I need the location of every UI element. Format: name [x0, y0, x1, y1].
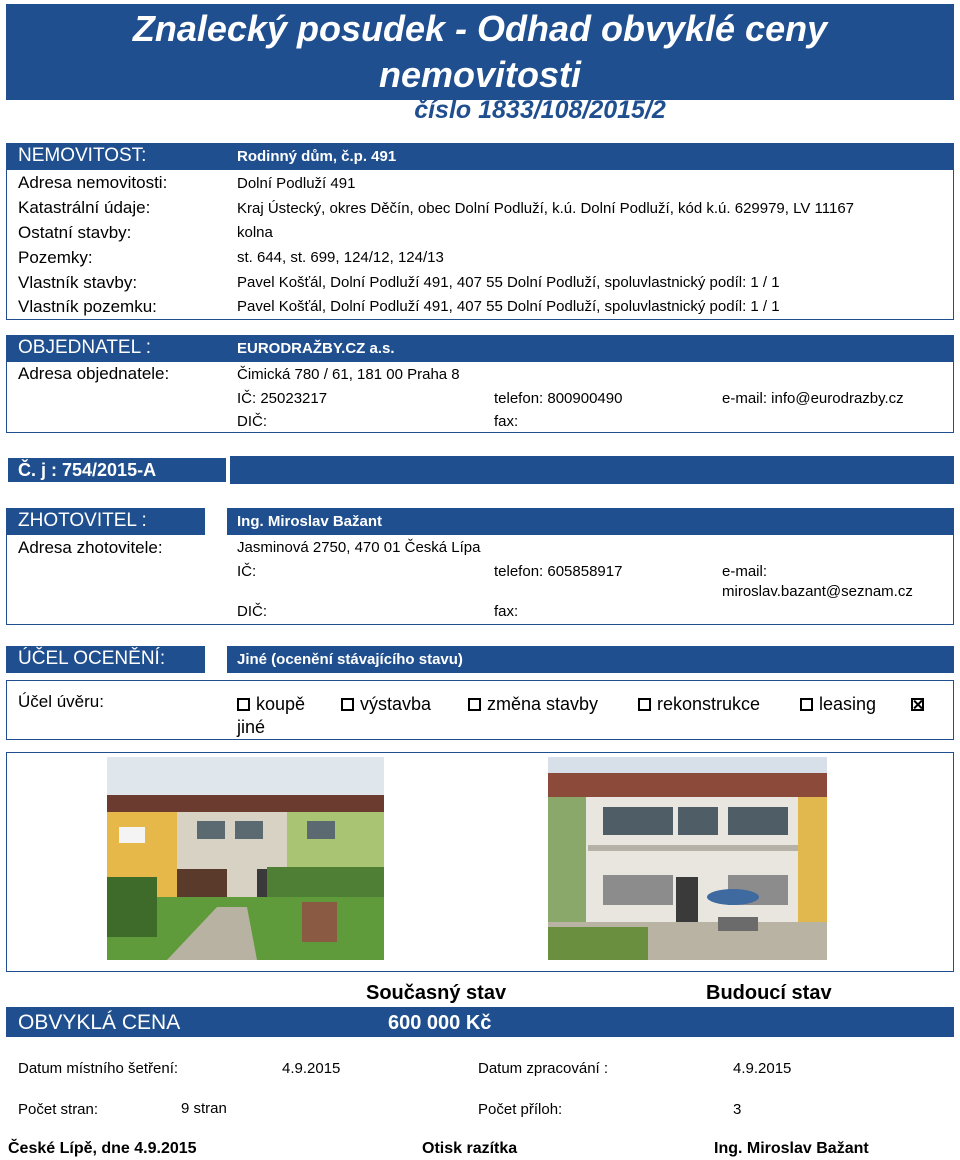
client-email: e-mail: info@eurodrazby.cz: [722, 390, 904, 407]
purpose-header-label: ÚČEL OCENĚNÍ:: [18, 648, 166, 669]
purpose-value: Jiné (ocenění stávajícího stavu): [237, 651, 463, 668]
building-owner-value: Pavel Košťál, Dolní Podluží 491, 407 55 Dolní Podluží, spoluvlastnický podíl: 1 / 1: [237, 274, 780, 291]
page-count-value: 9 stran: [181, 1100, 227, 1117]
land-owner-label: Vlastník pozemku:: [18, 297, 157, 316]
current-state-label: Současný stav: [366, 982, 507, 1004]
contractor-header-bar: [6, 508, 954, 535]
contractor-address-value: Jasminová 2750, 470 01 Česká Lípa: [237, 539, 481, 556]
cadastral-label: Katastrální údaje:: [18, 198, 151, 217]
client-name: EURODRAŽBY.CZ a.s.: [237, 340, 395, 357]
client-header-label: OBJEDNATEL :: [18, 337, 152, 358]
checkbox-other-wrap[interactable]: [911, 694, 930, 715]
processing-date-label: Datum zpracování :: [478, 1060, 609, 1077]
option-purchase[interactable]: koupě: [237, 694, 305, 715]
usual-price-label: OBVYKLÁ CENA: [18, 1011, 181, 1034]
signatory-name: Ing. Miroslav Bažant: [714, 1140, 869, 1157]
stamp-label: Otisk razítka: [422, 1140, 518, 1157]
option-construction[interactable]: výstavba: [341, 694, 431, 715]
page-count-label: Počet stran:: [18, 1101, 99, 1118]
house-photo-front: [107, 757, 384, 960]
future-state-label: Budoucí stav: [706, 982, 832, 1004]
current-price-value: 600 000 Kč: [388, 1012, 492, 1034]
client-phone: telefon: 800900490: [494, 390, 623, 407]
checkbox-other[interactable]: [911, 698, 924, 711]
loan-purpose-label: Účel úvěru:: [18, 692, 104, 711]
checkbox-construction[interactable]: [341, 698, 354, 711]
client-address-label: Adresa objednatele:: [18, 364, 170, 383]
contractor-address-label: Adresa zhotovitele:: [18, 538, 163, 557]
client-fax: fax:: [494, 413, 519, 430]
cadastral-value: Kraj Ústecký, okres Děčín, obec Dolní Podluží, k.ú. Dolní Podluží, kód k.ú. 629979, LV 11167: [237, 200, 854, 217]
contractor-name: Ing. Miroslav Bažant: [237, 513, 383, 530]
place-and-date: České Lípě, dne 4.9.2015: [8, 1140, 197, 1157]
inspection-date-label: Datum místního šetření:: [18, 1060, 179, 1077]
property-header-label: NEMOVITOST:: [18, 145, 147, 166]
report-number: číslo 1833/108/2015/2: [414, 96, 666, 124]
client-dic: DIČ:: [237, 413, 267, 430]
option-reconstruction[interactable]: rekonstrukce: [638, 694, 760, 715]
checkbox-building-change[interactable]: [468, 698, 481, 711]
contractor-header-label: ZHOTOVITEL :: [18, 510, 147, 531]
contractor-fax: fax:: [494, 603, 519, 620]
contractor-ic: IČ:: [237, 563, 257, 580]
case-number: Č. j : 754/2015-A: [18, 460, 157, 480]
land-label: Pozemky:: [18, 248, 93, 267]
client-address-value: Čimická 780 / 61, 181 00 Praha 8: [237, 366, 460, 383]
checkbox-reconstruction[interactable]: [638, 698, 651, 711]
land-value: st. 644, st. 699, 124/12, 124/13: [237, 249, 444, 266]
property-type: Rodinný dům, č.p. 491: [237, 148, 397, 165]
processing-date-value: 4.9.2015: [733, 1060, 792, 1077]
option-other-label: jiné: [237, 717, 266, 737]
property-header-bar: [6, 143, 954, 170]
other-buildings-value: kolna: [237, 224, 273, 241]
option-building-change[interactable]: změna stavby: [468, 694, 598, 715]
checkbox-leasing[interactable]: [800, 698, 813, 711]
contractor-dic: DIČ:: [237, 603, 267, 620]
attachments-value: 3: [733, 1101, 742, 1118]
report-title: Znalecký posudek - Odhad obvyklé ceny: [132, 8, 828, 49]
checkbox-purchase[interactable]: [237, 698, 250, 711]
land-owner-value: Pavel Košťál, Dolní Podluží 491, 407 55 Dolní Podluží, spoluvlastnický podíl: 1 / 1: [237, 298, 780, 315]
report-title-continued: nemovitosti: [378, 54, 582, 95]
property-address-value: Dolní Podluží 491: [237, 175, 356, 192]
property-address-label: Adresa nemovitosti:: [18, 173, 168, 192]
contractor-email-label: e-mail:: [722, 563, 768, 580]
attachments-label: Počet příloh:: [478, 1101, 563, 1118]
other-buildings-label: Ostatní stavby:: [18, 223, 132, 242]
building-owner-label: Vlastník stavby:: [18, 273, 138, 292]
contractor-email-value: miroslav.bazant@seznam.cz: [722, 583, 913, 600]
option-leasing[interactable]: leasing: [800, 694, 876, 715]
contractor-phone: telefon: 605858917: [494, 563, 623, 580]
title-banner: [6, 4, 954, 100]
inspection-date-value: 4.9.2015: [282, 1060, 341, 1077]
house-photo-entrance: [548, 757, 827, 960]
client-ic: IČ: 25023217: [237, 390, 328, 407]
